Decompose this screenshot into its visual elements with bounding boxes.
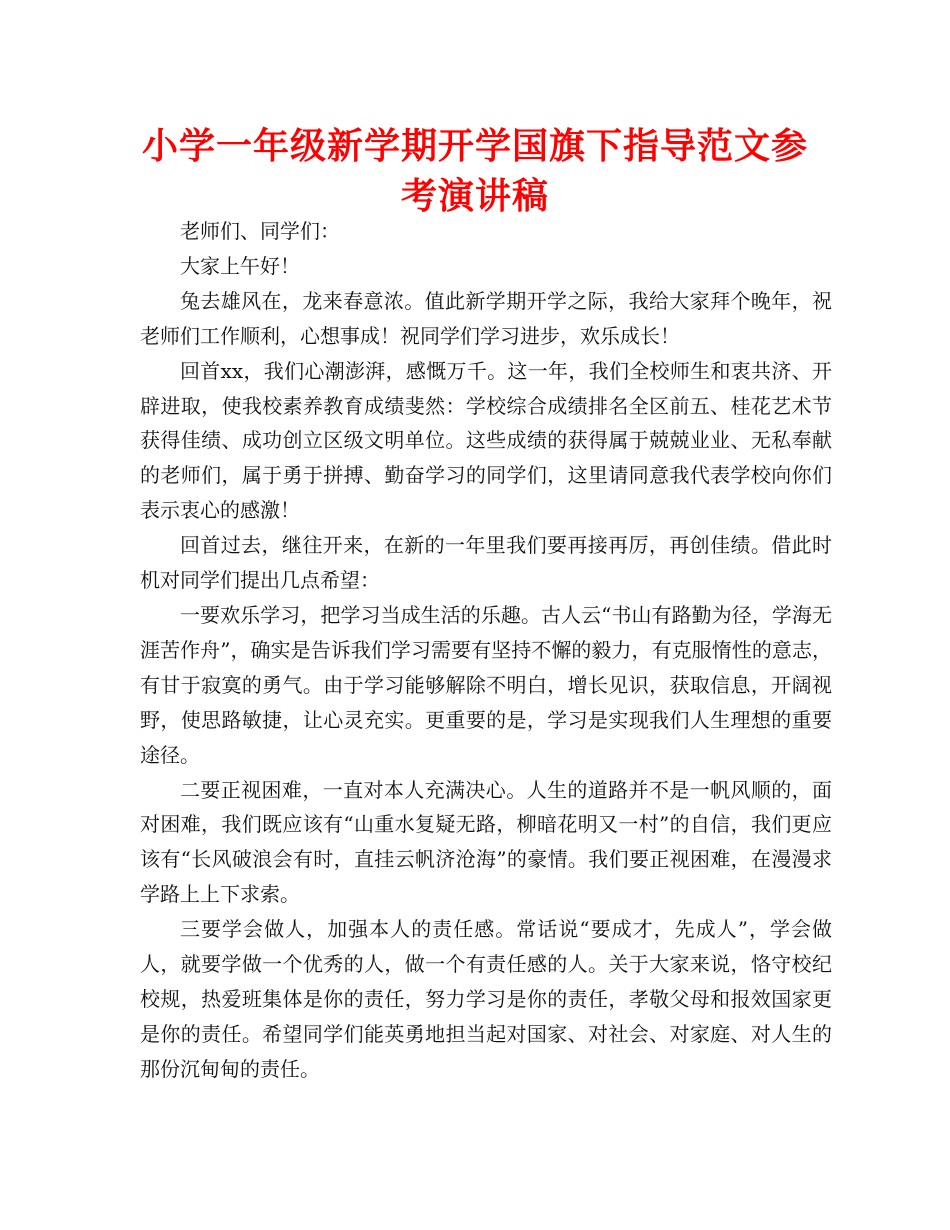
document-title: 小学一年级新学期开学国旗下指导范文参考演讲稿: [141, 126, 808, 217]
paragraph: 兔去雄风在，龙来春意浓。值此新学期开学之际，我给大家拜个晚年，祝老师们工作顺利，心想事成！祝同学们学习进步，欢乐成长！: [140, 288, 832, 348]
greeting: 老师们、同学们：: [180, 219, 340, 243]
document-body: [140, 214, 832, 1087]
salutation: 大家上午好！: [180, 253, 300, 278]
paragraph: 回首过去，继往开来，在新的一年里我们要再接再厉，再创佳绩。借此时机对同学们提出几点希望：: [140, 533, 832, 593]
paragraph: 三要学会做人，加强本人的责任感。常话说“要成才，先成人”，学会做人，就要学做一个优秀的人，做一个有责任感的人。关于大家来说，恪守校纪校规，热爱班集体是你的责任，努力学习是你的责任，孝敬父母和报效国家更是你的责任。希望同学们能英勇地担当起对国家、对社会、对家庭、对人生的那份沉甸甸的责任。: [140, 917, 832, 1081]
paragraph: 二要正视困难，一直对本人充满决心。人生的道路并不是一帆风顺的，面对困难，我们既应该有“山重水复疑无路，柳暗花明又一村”的自信，我们更应该有“长风破浪会有时，直挂云帆济沧海”的豪情。我们要正视困难，在漫漫求学路上上下求索。: [140, 777, 832, 907]
paragraph: 回首xx，我们心潮澎湃，感慨万千。这一年，我们全校师生和衷共济、开辟进取，使我校素养教育成绩斐然：学校综合成绩排名全区前五、桂花艺术节获得佳绩、成功创立区级文明单位。这些成绩的获得属于兢兢业业、无私奉献的老师们，属于勇于拼搏、勤奋学习的同学们，这里请同意我代表学校向你们表示衷心的感激！: [140, 358, 832, 523]
paragraph: 一要欢乐学习，把学习当成生活的乐趣。古人云“书山有路勤为径，学海无涯苦作舟”，确实是告诉我们学习需要有坚持不懈的毅力，有克服惰性的意志，有甘于寂寞的勇气。由于学习能够解除不明白，增长见识，获取信息，开阔视野，使思路敏捷，让心灵充实。更重要的是，学习是实现我们人生理想的重要途径。: [140, 602, 832, 767]
